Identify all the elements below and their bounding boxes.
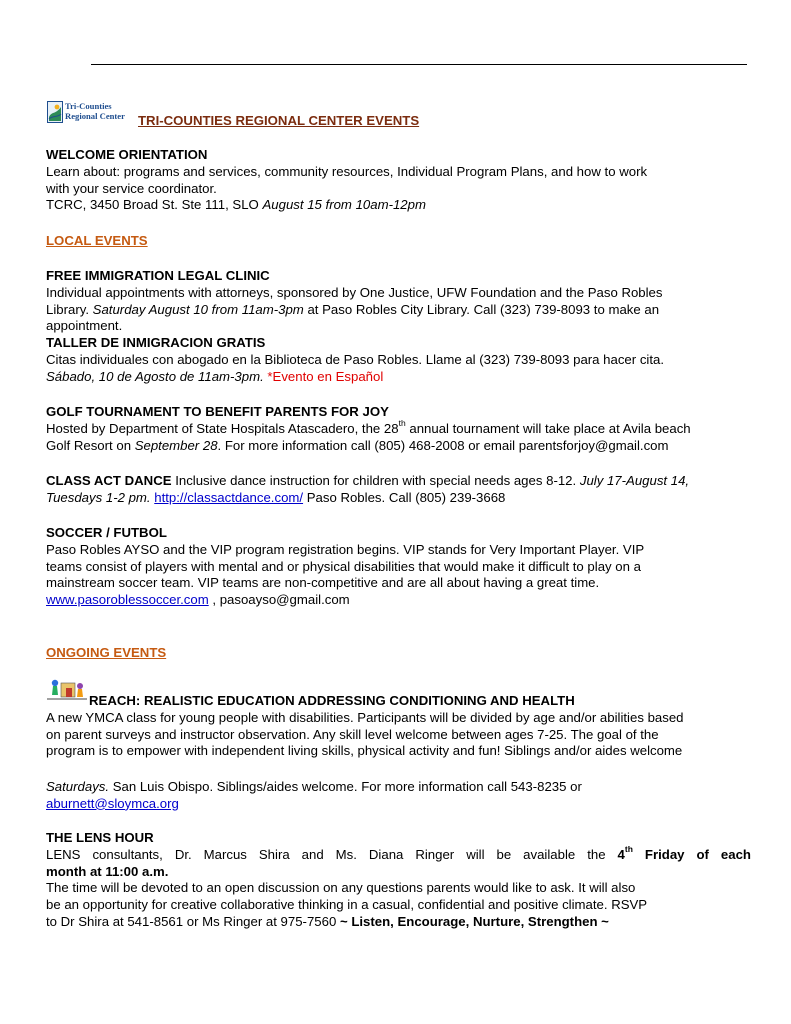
immigration-line-3: appointment. — [46, 318, 123, 334]
reach-email-link[interactable]: aburnett@sloymca.org — [46, 795, 179, 811]
lens-title: THE LENS HOUR — [46, 830, 154, 845]
immigration-line-1: Individual appointments with attorneys, sponsored by One Justice, UFW Foundation and the Paso Robles — [46, 284, 663, 300]
soccer-line-1: Paso Robles AYSO and the VIP program registration begins. VIP stands for Very Important Player. VIP — [46, 541, 645, 557]
soccer-website-link[interactable]: www.pasoroblessoccer.com — [46, 592, 209, 608]
welcome-title: WELCOME ORIENTATION — [46, 147, 208, 162]
reach-line-2: on parent surveys and instructor observation. Any skill level welcome between ages 7-25. The goal of the — [46, 726, 659, 742]
taller-title: TALLER DE INMIGRACION GRATIS — [46, 335, 266, 351]
golf-line-1-end: annual tournament will take place at Avila beach — [405, 420, 691, 436]
golf-line-2-end: . For more information call (805) 468-2008 or email parentsforjoy@gmail.com — [217, 437, 669, 453]
golf-line-2-start: Golf Resort on — [46, 437, 135, 453]
logo-line-2: Regional Center — [65, 110, 125, 121]
lens-motto: ~ Listen, Encourage, Nurture, Strengthen ~ — [339, 913, 609, 929]
lens-line-5 — [46, 914, 751, 931]
reach-title: REACH: REALISTIC EDUCATION ADDRESSING CONDITIONING AND HEALTH — [89, 693, 575, 708]
reach-day: Saturdays. — [46, 779, 110, 794]
tcrc-logo-icon — [47, 101, 63, 123]
lens-rsvp: to Dr Shira at 541-8561 or Ms Ringer at 975-7560 — [46, 913, 340, 929]
immigration-line-2-end: at Paso Robles City Library. Call (323) 739-8093 to make an — [303, 301, 660, 317]
reach-schedule-details: San Luis Obispo. Siblings/aides welcome. For more information call 543-8235 or — [109, 779, 582, 794]
taller-date: Sábado, 10 de Agosto de 11am-3pm. — [46, 368, 264, 384]
immigration-line-2-start: Library. — [46, 301, 93, 317]
lens-line-3: The time will be devoted to an open discussion on any questions parents would like to ask. It will also — [46, 880, 636, 896]
reach-line-1: A new YMCA class for young people with disabilities. Participants will be divided by age and/or abilities based — [46, 709, 684, 725]
tcrc-section-heading-block — [138, 113, 791, 130]
top-rule — [91, 64, 747, 65]
welcome-description-line-1: Learn about: programs and services, community resources, Individual Program Plans, and how to work — [46, 163, 648, 179]
golf-line-2 — [46, 438, 751, 455]
dance-description: Inclusive dance instruction for children with special needs ages 8-12. — [171, 473, 580, 488]
golf-date: September 28 — [134, 437, 218, 453]
dance-line-2 — [46, 490, 751, 507]
reach-event — [46, 693, 751, 760]
taller-note: *Evento en Español — [263, 368, 384, 384]
golf-ordinal-suffix: th — [398, 418, 406, 429]
ongoing-section-heading: ONGOING EVENTS — [46, 645, 167, 660]
lens-line-4: be an opportunity for creative collaborative thinking in a casual, confidential and positive climate. RSVP — [46, 897, 648, 913]
welcome-description-line-2: with your service coordinator. — [46, 180, 217, 196]
golf-line-1 — [46, 418, 751, 438]
tcrc-section-heading: TRI-COUNTIES REGIONAL CENTER EVENTS — [138, 113, 420, 128]
reach-schedule — [46, 779, 751, 813]
immigration-line-2 — [46, 302, 751, 319]
reach-line-3: program is to empower with independent living skills, physical activity and fun! Siblings and/or aides welcome — [46, 743, 683, 759]
golf-line-1-start: Hosted by Department of State Hospitals Atascadero, the 28 — [46, 420, 399, 436]
golf-title: GOLF TOURNAMENT TO BENEFIT PARENTS FOR JOY — [46, 404, 389, 419]
welcome-orientation-event — [46, 147, 751, 214]
local-section-heading-block — [46, 233, 751, 250]
taller-line-2 — [46, 369, 751, 386]
immigration-title: FREE IMMIGRATION LEGAL CLINIC — [46, 268, 270, 283]
soccer-line-3: mainstream soccer team. VIP teams are non-competitive and are all about having a great time. — [46, 575, 600, 591]
dance-title: CLASS ACT DANCE — [46, 473, 172, 488]
lens-line-1-bold: Friday of each — [632, 846, 751, 862]
lens-hour-event — [46, 830, 751, 931]
dance-line-1 — [46, 473, 751, 490]
soccer-line-4 — [46, 592, 751, 609]
immigration-date: Saturday August 10 from 11am-3pm — [92, 301, 304, 317]
lens-line-1-number: 4 — [617, 846, 625, 862]
ongoing-section-heading-block — [46, 645, 751, 662]
taller-line-1: Citas individuales con abogado en la Biblioteca de Paso Robles. Llame al (323) 739-8093 para hacer cita. — [46, 351, 665, 367]
reach-email-line — [46, 796, 751, 813]
lens-line-1 — [46, 844, 751, 864]
soccer-line-2: teams consist of players with mental and or physical disabilities that would make it difficult to play on a — [46, 558, 641, 574]
soccer-title: SOCCER / FUTBOL — [46, 525, 167, 540]
dance-website-link[interactable]: http://classactdance.com/ — [154, 489, 304, 505]
dance-time: Tuesdays 1-2 pm. — [46, 489, 151, 505]
welcome-date: August 15 from 10am-12pm — [262, 197, 426, 213]
welcome-location: TCRC, 3450 Broad St. Ste 111, SLO — [46, 197, 263, 213]
soccer-email: , pasoayso@gmail.com — [208, 592, 350, 608]
golf-tournament-event — [46, 404, 751, 454]
dance-contact: Paso Robles. Call (805) 239-3668 — [303, 489, 506, 505]
lens-line-1-text: LENS consultants, Dr. Marcus Shira and Ms. Diana Ringer will be available the — [46, 846, 618, 862]
welcome-location-line — [46, 197, 751, 214]
local-section-heading: LOCAL EVENTS — [46, 233, 148, 248]
reach-schedule-line — [46, 779, 751, 796]
dance-date-range: July 17-August 14, — [579, 473, 690, 488]
lens-ordinal-suffix: th — [624, 844, 633, 855]
lens-line-2: month at 11:00 a.m. — [46, 863, 169, 879]
immigration-clinic-event — [46, 268, 751, 386]
tcrc-logo — [47, 101, 137, 123]
soccer-event — [46, 525, 751, 609]
class-act-dance-event — [46, 473, 751, 507]
logo-line-1: Tri-Counties — [65, 101, 112, 111]
